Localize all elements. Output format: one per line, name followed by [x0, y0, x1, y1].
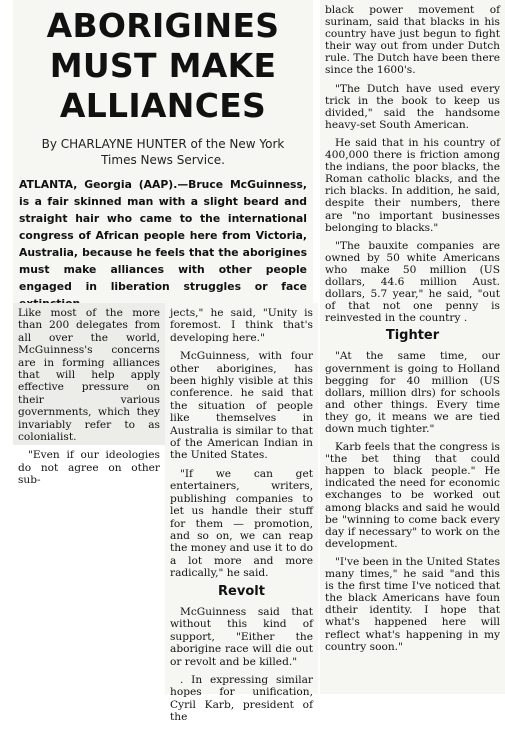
- column-1-body: [13, 303, 165, 497]
- column-2-paragraph: McGuinness, with four other aborigines, has been highly visible at this conference. he said that the situation of people like themselves in Australia is similar to that of the American Indian in the United States.: [170, 350, 313, 462]
- column-3-paragraph: Karb feels that the congress is "the bet thing that could happen to black people." He indicated the need for economic exchanges to be worked out among blacks and said he would be "winning to come back every day if necessary" to work on the development.: [325, 441, 500, 550]
- column-3-paragraph: "The bauxite companies are owned by 50 white Americans who make 50 million (US dollars, 44.6 million Aust. dollars, 5.7 year," he said, "out of that not one penny is reinvested in the country .: [325, 239, 500, 325]
- column-3-paragraph: "At the same time, our government is going to Holland begging for 40 million (US dollars, million dlrs) for schools and other things. Every time they go, it means we are tied down much tighter.": [325, 350, 500, 435]
- column-1-paragraph: Like most of the more than 200 delegates from all over the world, McGuinness's concerns are in forming alliances that will help apply effective pressure on their various governments, which they invariably refer to as colonialist.: [18, 307, 160, 444]
- column-3-paragraph: black power movement of surinam, said that blacks in his country have just begun to fight their way out from under Dutch rule. The Dutch have been there since the 1600's.: [325, 4, 500, 77]
- byline-line-2: Times News Service.: [101, 153, 225, 167]
- column-3-body: [320, 0, 505, 663]
- column-2-paragraph: "If we can get entertainers, writers, publishing companies to let us handle their stuff for them — promotion, and so on, we can reap the money and use it to do a lot more and more radically," he said.: [170, 467, 313, 580]
- column-1-clipping: [13, 303, 165, 487]
- column-3-paragraph: "The Dutch have used every trick in the book to keep us divided," said the handsome heavy-set South American.: [325, 82, 500, 131]
- byline-line-1: By CHARLAYNE HUNTER of the New York: [41, 137, 285, 151]
- column-2-paragraph: jects," he said, "Unity is foremost. I think that's developing here.": [170, 307, 313, 344]
- column-2-clipping: [165, 303, 318, 724]
- column-2-paragraph: McGuinness said that without this kind of support, "Either the aborigine race will die out or revolt and be killed.": [170, 605, 313, 668]
- subhead-revolt: Revolt: [218, 583, 265, 599]
- column-1-paragraph: "Even if our ideologies do not agree on other sub-: [18, 449, 160, 487]
- column-3-paragraph: He said that in his country of 400,000 there is friction among the indians, the poor blacks, the Roman catholic blacks, and the rich blacks. In addition, he said, despite their numbers, there are "no important businesses belonging to blacks.": [325, 136, 500, 234]
- headline-line-1: ABORIGINES: [46, 6, 280, 45]
- lead-paragraph: ATLANTA, Georgia (AAP).—Bruce McGuinness, is a fair skinned man with a slight beard and straight hair who came to the international congress of African people here from Victoria, Australia, because he feels that the aborigines must make alliances with other people engaged in liberation struggles or face: [19, 178, 307, 293]
- column-3-paragraph: "I've been in the United States many times," he said "and this is the first time I've noticed that the black Americans have foun dtheir identity. I hope that what's happened here will reflect what's happening in my country soon.": [325, 555, 501, 653]
- headline: [13, 6, 313, 126]
- headline-line-2: MUST MAKE: [49, 46, 277, 85]
- column-2-paragraph: . In expressing similar hopes for unification, Cyril Karb, president of the: [170, 673, 313, 724]
- column-3-clipping: [320, 0, 505, 694]
- headline-clipping: [13, 0, 313, 303]
- column-2-body: [165, 303, 318, 734]
- subhead-tighter: Tighter: [385, 328, 440, 344]
- headline-line-3: ALLIANCES: [59, 86, 267, 125]
- byline: [19, 136, 307, 168]
